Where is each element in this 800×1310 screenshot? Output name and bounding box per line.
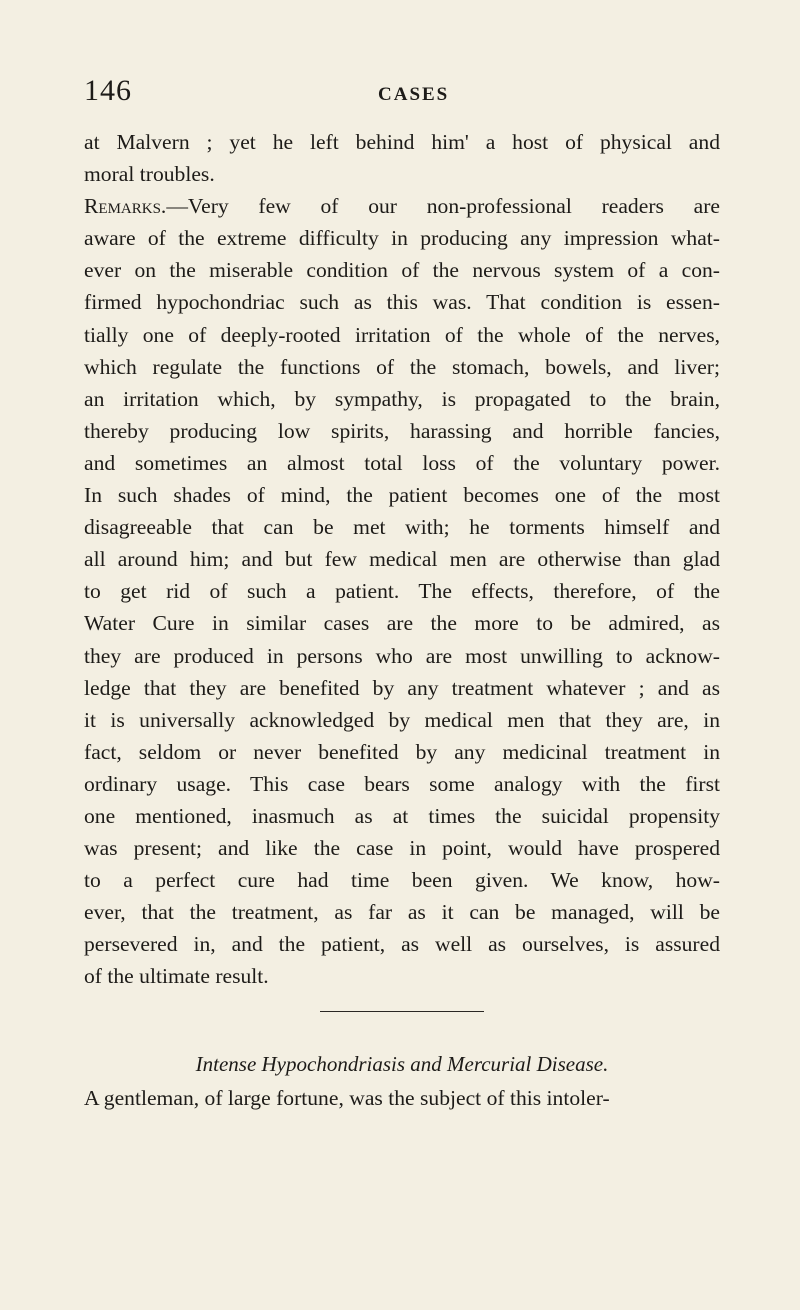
page-number: 146 [84, 74, 132, 107]
body-text [84, 126, 720, 993]
section-divider-rule [320, 1011, 484, 1012]
text-line: moral troubles. [84, 162, 215, 187]
next-case-line: A gentleman, of large fortune, was the subject of this intoler- [84, 1086, 610, 1110]
text-line: fact, seldom or never benefited by any medicinal treatment in [84, 739, 720, 764]
text-line: Water Cure in similar cases are the more to be admired, as [84, 611, 720, 636]
remarks-rest: .—Very few of our non-professional readers are [160, 194, 720, 219]
text-line: thereby producing low spirits, harassing and horrible fancies, [84, 418, 720, 443]
text-line: aware of the extreme difficulty in producing any impression what- [84, 226, 720, 251]
remarks-line [84, 190, 720, 222]
remarks-label: Remarks [84, 194, 161, 219]
text-line: an irritation which, by sympathy, is propagated to the brain, [84, 386, 720, 411]
text-line: In such shades of mind, the patient becomes one of the most [84, 483, 720, 508]
text-line: they are produced in persons who are most unwilling to acknow- [84, 643, 720, 668]
text-line: at Malvern ; yet he left behind him' a host of physical and [84, 130, 720, 154]
text-line: which regulate the functions of the stomach, bowels, and liver; [84, 354, 720, 379]
text-line: ledge that they are benefited by any treatment whatever ; and as [84, 675, 720, 700]
text-line: ever, that the treatment, as far as it can be managed, will be [84, 900, 720, 925]
text-line: of the ultimate result. [84, 964, 269, 989]
text-line: ordinary usage. This case bears some analogy with the first [84, 771, 720, 796]
text-line: disagreeable that can be met with; he torments himself and [84, 515, 720, 540]
text-line: was present; and like the case in point, would have prospered [84, 836, 720, 861]
text-line: to a perfect cure had time been given. We know, how- [84, 868, 720, 893]
text-line: and sometimes an almost total loss of the voluntary power. [84, 450, 720, 475]
text-line: one mentioned, inasmuch as at times the suicidal propensity [84, 803, 720, 828]
section-title: CASES [378, 84, 450, 105]
text-line: it is universally acknowledged by medical men that they are, in [84, 707, 720, 732]
running-head [84, 74, 724, 114]
case-subheading: Intense Hypochondriasis and Mercurial Disease. [195, 1052, 609, 1076]
text-line: firmed hypochondriac such as this was. That condition is essen- [84, 290, 720, 315]
text-line: all around him; and but few medical men are otherwise than glad [84, 547, 720, 572]
text-line: persevered in, and the patient, as well as ourselves, is assured [84, 932, 720, 957]
text-line: tially one of deeply-rooted irritation of the whole of the nerves, [84, 322, 720, 347]
text-line: to get rid of such a patient. The effects, therefore, of the [84, 579, 720, 604]
text-line: ever on the miserable condition of the nervous system of a con- [84, 258, 720, 283]
